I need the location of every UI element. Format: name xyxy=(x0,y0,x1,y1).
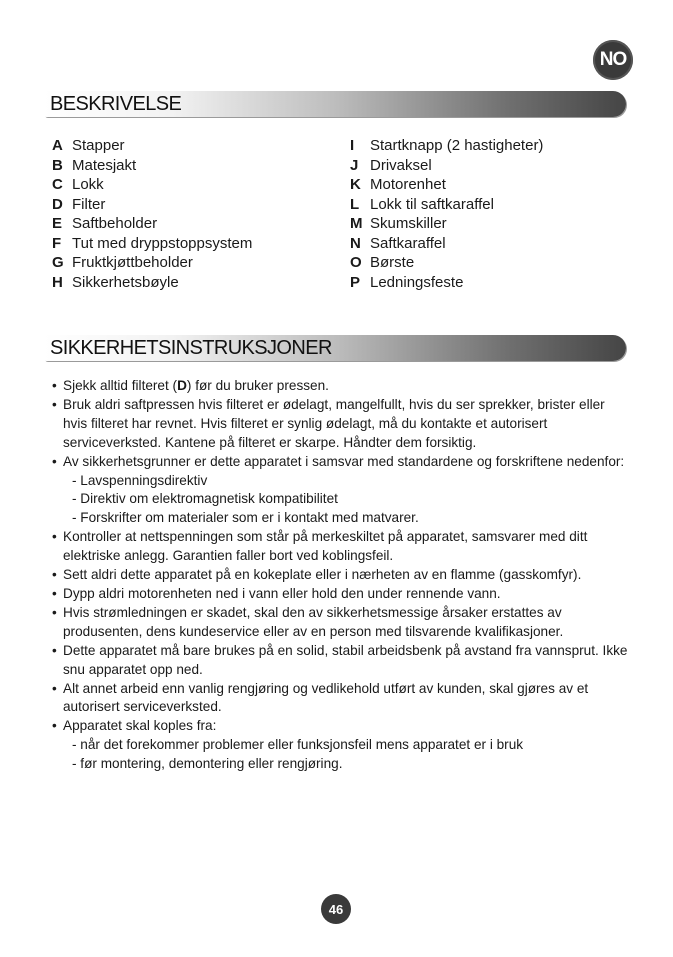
bullet-marker: • xyxy=(52,529,57,545)
list-item xyxy=(52,585,632,604)
safety-header xyxy=(44,335,626,361)
part-letter: N xyxy=(350,234,361,252)
description-title: BESKRIVELSE xyxy=(50,93,182,115)
bullet-marker: • xyxy=(52,453,57,469)
part-label: Motorenhet xyxy=(370,176,446,193)
sub-item: - Forskrifter om materialer som er i kontakt med matvarer. xyxy=(72,510,419,526)
part-label: Filter xyxy=(72,195,106,213)
list-item xyxy=(52,156,252,176)
bullet-text: Hvis strømledningen er skadet, skal den av sikkerhetsmessige årsaker erstattes av produsenten, dens kundeservice eller av en person med tilsvarende kvalifikasjoner. xyxy=(63,604,564,639)
bullet-marker: • xyxy=(52,378,57,393)
part-label: Lokk til saftkaraffel xyxy=(370,195,494,213)
list-item xyxy=(52,642,632,680)
bullet-marker: • xyxy=(52,680,57,696)
part-letter: G xyxy=(52,254,64,271)
part-label: Lokk xyxy=(72,176,104,193)
part-label: Drivaksel xyxy=(370,156,432,174)
part-letter: O xyxy=(350,254,362,271)
part-letter: I xyxy=(350,137,355,154)
language-badge: NO xyxy=(593,40,633,80)
list-item xyxy=(52,396,632,453)
list-item xyxy=(52,566,632,585)
list-item xyxy=(52,253,252,273)
list-item xyxy=(52,377,632,396)
bullet-text: Sett aldri dette apparatet på en kokeplate eller i nærheten av en flamme (gasskomfyr). xyxy=(63,567,582,583)
part-letter: H xyxy=(52,273,63,291)
bullet-text: Av sikkerhetsgrunner er dette apparatet i samsvar med standardene og forskriftene nedenfor: - Lavspenningsdirektiv - Direktiv om elektromagnetisk kompatibilitet - Forskrifter om materialer som er i kontakt med matvarer. xyxy=(63,453,632,529)
part-label: Saftkaraffel xyxy=(370,234,446,252)
list-item xyxy=(52,136,252,156)
part-label: Stapper xyxy=(72,137,125,154)
list-item xyxy=(350,136,543,156)
list-item xyxy=(350,214,543,234)
list-item xyxy=(52,273,252,293)
bullet-marker: • xyxy=(52,604,57,620)
list-item xyxy=(350,253,543,273)
part-label: Ledningsfeste xyxy=(370,273,464,291)
sub-item: - Lavspenningsdirektiv xyxy=(72,472,208,488)
bullet-marker: • xyxy=(52,567,57,583)
part-letter: L xyxy=(350,195,360,213)
list-item xyxy=(350,175,543,195)
part-letter: K xyxy=(350,176,361,193)
bullet-text: Kontroller at nettspenningen som står på merkeskiltet på apparatet, samsvarer med ditt elektriske anlegg. Garantien faller bort ved koblingsfeil. xyxy=(63,529,588,564)
list-item xyxy=(52,604,632,642)
safety-list xyxy=(52,377,632,774)
part-label: Skumskiller xyxy=(370,215,447,232)
list-item xyxy=(52,234,252,254)
list-item xyxy=(350,156,543,176)
part-letter: F xyxy=(52,234,62,252)
list-item xyxy=(52,528,632,566)
bullet-marker: • xyxy=(52,396,57,412)
part-letter: C xyxy=(52,176,63,193)
part-label: Matesjakt xyxy=(72,156,137,174)
bullet-text: Dypp aldri motorenheten ned i vann eller hold den under rennende vann. xyxy=(63,585,501,601)
part-letter: P xyxy=(350,273,361,291)
list-item xyxy=(52,717,632,774)
list-item xyxy=(52,453,632,529)
part-letter: A xyxy=(52,137,63,154)
bullet-text: Sjekk alltid filteret (D) før du bruker pressen. xyxy=(63,378,329,393)
part-label: Fruktkjøttbeholder xyxy=(72,254,193,271)
part-label: Startknapp (2 hastigheter) xyxy=(370,137,544,154)
description-list-left xyxy=(52,136,252,292)
part-letter: B xyxy=(52,156,63,174)
list-item xyxy=(350,195,543,215)
part-letter: D xyxy=(52,195,63,213)
page-number: 46 xyxy=(321,894,351,924)
description-header xyxy=(44,91,626,117)
list-item xyxy=(350,273,543,293)
list-item xyxy=(52,214,252,234)
description-list-right xyxy=(350,136,543,292)
part-letter: J xyxy=(350,156,359,174)
sub-item: - Direktiv om elektromagnetisk kompatibilitet xyxy=(72,491,338,507)
list-item xyxy=(52,175,252,195)
bullet-text: Apparatet skal koples fra: - når det forekommer problemer eller funksjonsfeil mens apparatet er i bruk - før montering, demontering eller rengjøring. xyxy=(63,717,632,774)
list-item xyxy=(52,680,632,718)
part-label: Børste xyxy=(370,254,415,271)
bullet-text: Alt annet arbeid enn vanlig rengjøring og vedlikehold utført av kunden, skal gjøres av et autorisert serviceverksted. xyxy=(63,680,589,715)
part-letter: M xyxy=(350,215,363,232)
bullet-text: Dette apparatet må bare brukes på en solid, stabil arbeidsbenk på avstand fra vannsprut. Ikke snu apparatet opp ned. xyxy=(63,642,628,677)
part-label: Tut med dryppstoppsystem xyxy=(72,234,253,252)
bullet-marker: • xyxy=(52,642,57,658)
bullet-marker: • xyxy=(52,585,57,601)
sub-item: - når det forekommer problemer eller funksjonsfeil mens apparatet er i bruk xyxy=(72,737,524,753)
list-item xyxy=(52,195,252,215)
bullet-marker: • xyxy=(52,718,57,734)
part-label: Sikkerhetsbøyle xyxy=(72,273,179,291)
part-letter: E xyxy=(52,215,63,232)
list-item xyxy=(350,234,543,254)
bullet-text: Bruk aldri saftpressen hvis filteret er ødelagt, mangelfullt, hvis du ser sprekker, brister eller hvis filteret har revnet. Hvis filteret er synlig ødelagt, må du kontakte et autorisert serviceverksted. Kantene på filteret er skarpe. Håndter dem forsiktig. xyxy=(63,396,605,450)
sub-item: - før montering, demontering eller rengjøring. xyxy=(72,756,343,772)
part-label: Saftbeholder xyxy=(72,215,158,232)
safety-title: SIKKERHETSINSTRUKSJONER xyxy=(50,337,332,359)
